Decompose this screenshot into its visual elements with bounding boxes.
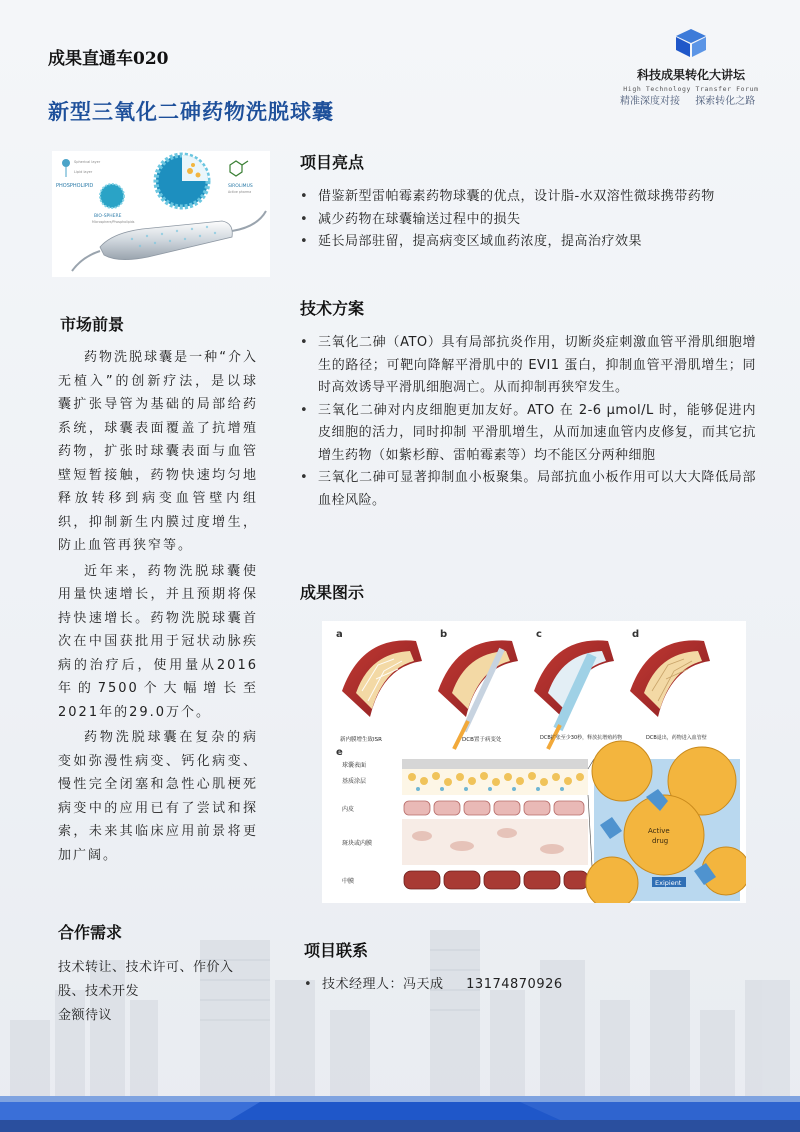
footer-band bbox=[0, 1096, 800, 1132]
caption-d: DCB退出，药物进入血管壁 bbox=[646, 735, 707, 741]
results-heading: 成果图示 bbox=[300, 583, 365, 602]
market-paragraph-3: 药物洗脱球囊在复杂的病变如弥漫性病变、钙化病变、慢性完全闭塞和急性心肌梗死病变中的应用已有了尝试和探索，未来其临床应用前景将更加广阔。 bbox=[58, 730, 258, 863]
contact-phone: 13174870926 bbox=[466, 977, 563, 992]
layer-label-endothelium: 内皮 bbox=[342, 806, 355, 813]
cooperation-line-2: 金额待议 bbox=[58, 1008, 113, 1023]
layer-label-plaque: 斑块或内膜 bbox=[342, 840, 373, 847]
cooperation-heading: 合作需求 bbox=[58, 923, 123, 942]
biosphere-sub-label: Microsphere/Phospholipids bbox=[92, 220, 135, 224]
contact-heading: 项目联系 bbox=[304, 941, 369, 960]
artery-panel-b bbox=[438, 640, 518, 749]
highlights-heading: 项目亮点 bbox=[300, 153, 365, 172]
caption-b: DCB置于病变处 bbox=[462, 737, 502, 743]
contact-manager: 技术经理人：冯天成 bbox=[322, 977, 444, 992]
contact-list bbox=[304, 974, 744, 997]
layer-label-matrix-coating: 基质涂层 bbox=[342, 778, 367, 785]
cooperation-line-1: 技术转让、技术许可、作价入股、技术开发 bbox=[58, 960, 234, 999]
slogan bbox=[620, 92, 767, 107]
biosphere-label: BIO-SPHERE bbox=[94, 214, 122, 219]
market-text bbox=[58, 346, 258, 869]
layer-label-media: 中膜 bbox=[342, 878, 355, 885]
caption-c: DCB扩张至少30秒，释放抗增殖药物 bbox=[540, 735, 623, 741]
panel-letter-c: c bbox=[536, 629, 542, 640]
market-heading: 市场前景 bbox=[60, 315, 125, 334]
active-drug-label-1: Active bbox=[648, 827, 670, 835]
artery-panel-d bbox=[630, 640, 710, 717]
lipid-layer-label: Lipid layer bbox=[74, 170, 93, 174]
tech-heading: 技术方案 bbox=[300, 299, 365, 318]
market-paragraph-1: 药物洗脱球囊是一种“介入无植入”的创新疗法，是以球囊扩张导管为基础的局部给药系统，球囊表面覆盖了抗增殖药物，扩张时球囊表面与血管壁短暂接触，药物快速均匀地释放转移到病变血管壁内组织，抑制新生内膜过度增生，防止血管再狭窄等。 bbox=[58, 350, 258, 553]
forum-logo bbox=[606, 28, 776, 93]
contact-item bbox=[304, 974, 744, 997]
tech-item: • 三氧化二砷可显著抑制血小板聚集。局部抗血小板作用可以大大降低局部血栓风险。 bbox=[300, 467, 756, 512]
highlight-item: • 减少药物在球囊输送过程中的损失 bbox=[300, 209, 756, 232]
series-label: 成果直通车020 bbox=[48, 49, 169, 69]
tech-item: • 三氧化二砷对内皮细胞更加友好。ATO 在 2-6 μmol/L 时，能够促进内皮细胞的活力，同时抑制 平滑肌增生，从而加速血管内皮修复，而其它抗增生药物（如紫杉醇、雷帕霉素等）均不能区分两种细胞 bbox=[300, 400, 756, 468]
market-paragraph-2: 近年来，药物洗脱球囊使用量快速增长，并且预期将保持快速增长。药物洗脱球囊首次在中国获批用于冠状动脉疾病的治疗后，使用量从2016年的7500个大幅增长至2021年的29.0万个。 bbox=[58, 563, 258, 720]
drug-zoom-inset bbox=[586, 741, 746, 903]
phospholipid-label: PHOSPHOLIPID bbox=[56, 183, 94, 189]
page-title: 新型三氧化二砷药物洗脱球囊 bbox=[48, 100, 334, 124]
artery-panel-a bbox=[342, 640, 422, 717]
balloon-microsphere-image bbox=[52, 151, 270, 277]
panel-letter-a: a bbox=[336, 629, 343, 640]
excipient-label: Exipient bbox=[655, 879, 682, 887]
highlights-list bbox=[300, 186, 756, 254]
sirolimus-sub-label: Active pharma bbox=[228, 190, 252, 194]
panel-letter-d: d bbox=[632, 629, 640, 640]
logo-name: 科技成果转化大讲坛 bbox=[636, 68, 745, 82]
slogan-1: 精准深度对接 bbox=[620, 96, 680, 107]
results-figure bbox=[322, 621, 746, 903]
panel-letter-e: e bbox=[336, 747, 343, 758]
highlight-item: • 延长局部驻留，提高病变区域血药浓度，提高治疗效果 bbox=[300, 231, 756, 254]
tech-item: • 三氧化二砷（ATO）具有局部抗炎作用，切断炎症刺激血管平滑肌细胞增生的路径；可靶向降解平滑肌中的 EVI1 蛋白，抑制血管平滑肌增生；同时高效诱导平滑肌细胞凋亡。从而抑制再狭窄发生。 bbox=[300, 332, 756, 400]
tech-list bbox=[300, 332, 756, 512]
highlight-item: • 借鉴新型雷帕霉素药物球囊的优点，设计脂-水双溶性微球携带药物 bbox=[300, 186, 756, 209]
slogan-2: 探索转化之路 bbox=[695, 96, 756, 107]
cube-logo-icon bbox=[674, 28, 708, 58]
spherical-layer-label: Spherical layer bbox=[74, 160, 101, 164]
active-drug-label-2: drug bbox=[652, 837, 669, 845]
logo-english: High Technology Transfer Forum bbox=[623, 85, 759, 93]
layer-label-balloon-surface: 球囊表面 bbox=[342, 762, 367, 769]
panel-letter-b: b bbox=[440, 629, 448, 640]
cooperation-text bbox=[58, 956, 258, 1028]
caption-a: 新内膜增生致ISR bbox=[340, 737, 382, 743]
artery-panel-c bbox=[534, 640, 614, 749]
sirolimus-label: SIROLIMUS bbox=[228, 184, 253, 189]
